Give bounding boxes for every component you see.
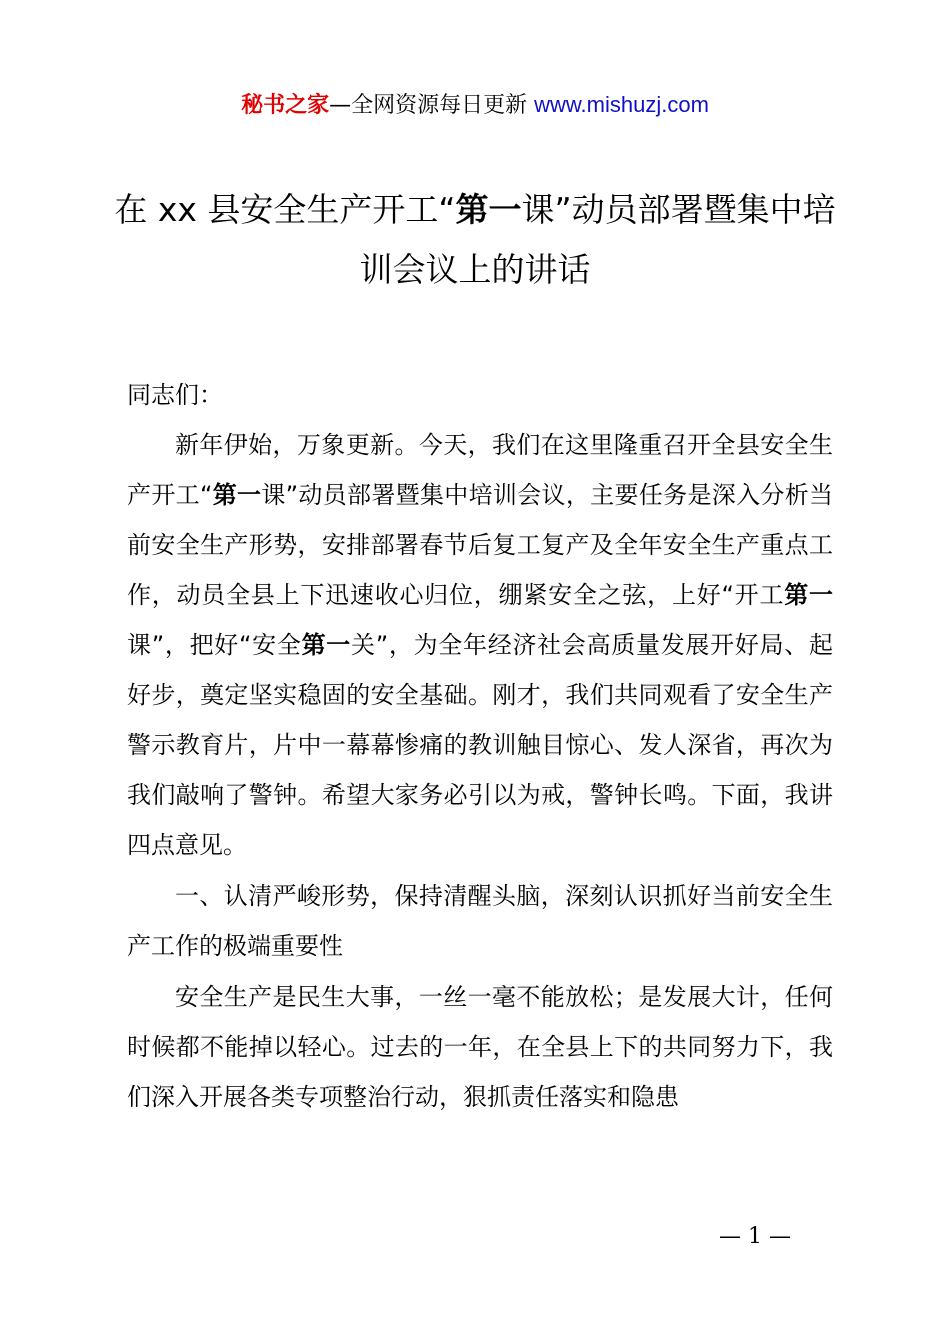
paragraph-1: 新年伊始，万象更新。今天，我们在这里隆重召开全县安全生产开工“第一课”动员部署暨集中培训会议，主要任务是深入分析当前安全生产形势，安排部署春节后复工复产及全年安全生产重点工作，动员全县上下迅速收心归位，绷紧安全之弦，上好“开工第一课”，把好“安全第一关”，为全年经济社会高质量发展开好局、起好步，奠定坚实稳固的安全基础。刚才，我们共同观看了安全生产警示教育片，片中一幕幕惨痛的教训触目惊心、发人深省，再次为我们敲响了警钟。希望大家务必引以为戒，警钟长鸣。下面，我讲四点意见。 [127, 431, 834, 859]
site-header [0, 88, 950, 123]
salutation: 同志们： [127, 381, 223, 409]
title-part-2: 课”动员部署暨集中培训会议上的讲话 [359, 190, 836, 289]
title-bold: 第一 [455, 190, 522, 229]
page-number: — 1 — [719, 1224, 791, 1249]
site-url[interactable]: www.mishuzj.com [534, 92, 709, 117]
paragraph-2: 安全生产是民生大事，一丝一毫不能放松；是发展大计，任何时候都不能掉以轻心。过去的一年，在全县上下的共同努力下，我们深入开展各类专项整治行动，狠抓责任落实和隐患 [127, 983, 833, 1111]
document-title [110, 180, 840, 300]
section-heading-1: 一、认清严峻形势，保持清醒头脑，深刻认识抓好当前安全生产工作的极端重要性 [127, 882, 833, 960]
brand-name: 秘书之家 [241, 93, 330, 118]
document-body [127, 370, 833, 1122]
header-tagline: —全网资源每日更新 [329, 93, 535, 118]
title-part-1: 在 xx 县安全生产开工“ [114, 190, 456, 229]
